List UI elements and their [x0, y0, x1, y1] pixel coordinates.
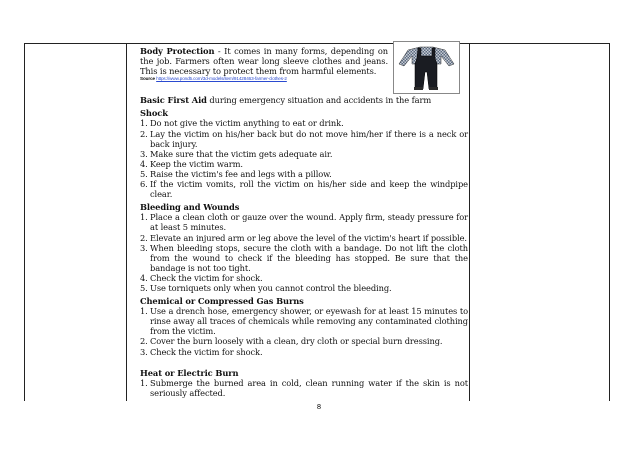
list-item	[140, 149, 468, 159]
list-item	[140, 179, 468, 199]
list-item	[140, 118, 468, 128]
list-item	[140, 212, 468, 232]
list-item-number: 5.	[140, 168, 148, 179]
list-item-number: 3.	[140, 242, 148, 253]
column-divider-right	[469, 44, 470, 401]
list-item	[140, 243, 468, 273]
first-aid-sections	[140, 108, 468, 398]
list-item-text: Use torniquets only when you cannot control the bleeding.	[150, 282, 392, 293]
body-protection-paragraph	[140, 46, 388, 82]
list-item-number: 1.	[140, 377, 148, 388]
body-protection-text: - It comes in many forms, depending on the job. Farmers often wear long sleeve clothes and jeans. This is necessary to protect them from harmful elements.	[140, 46, 388, 77]
basic-first-aid-heading: Basic First Aid	[140, 95, 207, 106]
list-item-text: Submerge the burned area in cold, clean running water if the skin is not seriously affected.	[150, 377, 468, 398]
source-link[interactable]: https://www.pond5.com/3d-models/item/91428463-farmer-clothes-2	[156, 76, 287, 82]
list-item	[140, 306, 468, 336]
list-item	[140, 169, 468, 179]
list-item-text: Do not give the victim anything to eat or drink.	[150, 118, 344, 129]
list-item-text: Use a drench hose, emergency shower, or eyewash for at least 15 minutes to rinse away all traces of chemicals while removing any contaminated clothing from the victim.	[150, 306, 468, 337]
section-list	[140, 118, 468, 199]
list-item-text: Check the victim for shock.	[150, 346, 263, 357]
list-item-number: 4.	[140, 272, 148, 283]
list-item-text: Place a clean cloth or gauze over the wound. Apply firm, steady pressure for at least 5 minutes.	[150, 212, 468, 233]
list-item-number: 4.	[140, 158, 148, 169]
list-item	[140, 233, 468, 243]
list-item-number: 2.	[140, 232, 148, 243]
list-item-number: 6.	[140, 179, 148, 190]
section-title: Bleeding and Wounds	[140, 202, 240, 213]
source-label: Source	[140, 76, 155, 82]
body-protection-heading: Body Protection	[140, 46, 215, 56]
source-line	[140, 76, 388, 82]
list-item	[140, 273, 468, 283]
list-item-number: 3.	[140, 148, 148, 159]
list-item-number: 1.	[140, 212, 148, 223]
list-item-number: 2.	[140, 128, 148, 139]
list-item-text: When bleeding stops, secure the cloth with a bandage. Do not lift the cloth from the wound to check if the bleeding has stopped. Be sure that the bandage is not too tight.	[150, 242, 468, 273]
section-list	[140, 212, 468, 293]
section-list	[140, 306, 468, 356]
list-item-text: Cover the burn loosely with a clean, dry cloth or special burn dressing.	[150, 336, 443, 347]
list-item-number: 2.	[140, 336, 148, 347]
content-column	[140, 46, 468, 398]
section-list	[140, 378, 468, 398]
list-item	[140, 283, 468, 293]
list-item	[140, 378, 468, 398]
page-number: 8	[316, 403, 322, 411]
basic-first-aid-line	[140, 95, 468, 105]
basic-first-aid-text: during emergency situation and accidents in the farm	[206, 95, 432, 106]
section-title: Chemical or Compressed Gas Burns	[140, 296, 304, 307]
section-title: Heat or Electric Burn	[140, 367, 239, 378]
list-item-text: Raise the victim's fee and legs with a pillow.	[150, 168, 332, 179]
list-item-number: 3.	[140, 346, 148, 357]
list-item	[140, 336, 468, 346]
list-item-number: 1.	[140, 118, 148, 129]
list-item-number: 5.	[140, 282, 148, 293]
list-item-text: Elevate an injured arm or leg above the level of the victim's heart if possible.	[150, 232, 467, 243]
list-item-text: Check the victim for shock.	[150, 272, 263, 283]
section-title: Shock	[140, 108, 168, 119]
list-item-text: If the victim vomits, roll the victim on his/her side and keep the windpipe clear.	[150, 179, 468, 200]
list-item	[140, 159, 468, 169]
list-item-text: Keep the victim warm.	[150, 158, 243, 169]
list-item-text: Lay the victim on his/her back but do not move him/her if there is a neck or back injury.	[150, 128, 468, 149]
column-divider-left	[126, 44, 127, 401]
list-item	[140, 347, 468, 357]
list-item-number: 1.	[140, 306, 148, 317]
list-item	[140, 129, 468, 149]
list-item-text: Make sure that the victim gets adequate air.	[150, 148, 333, 159]
